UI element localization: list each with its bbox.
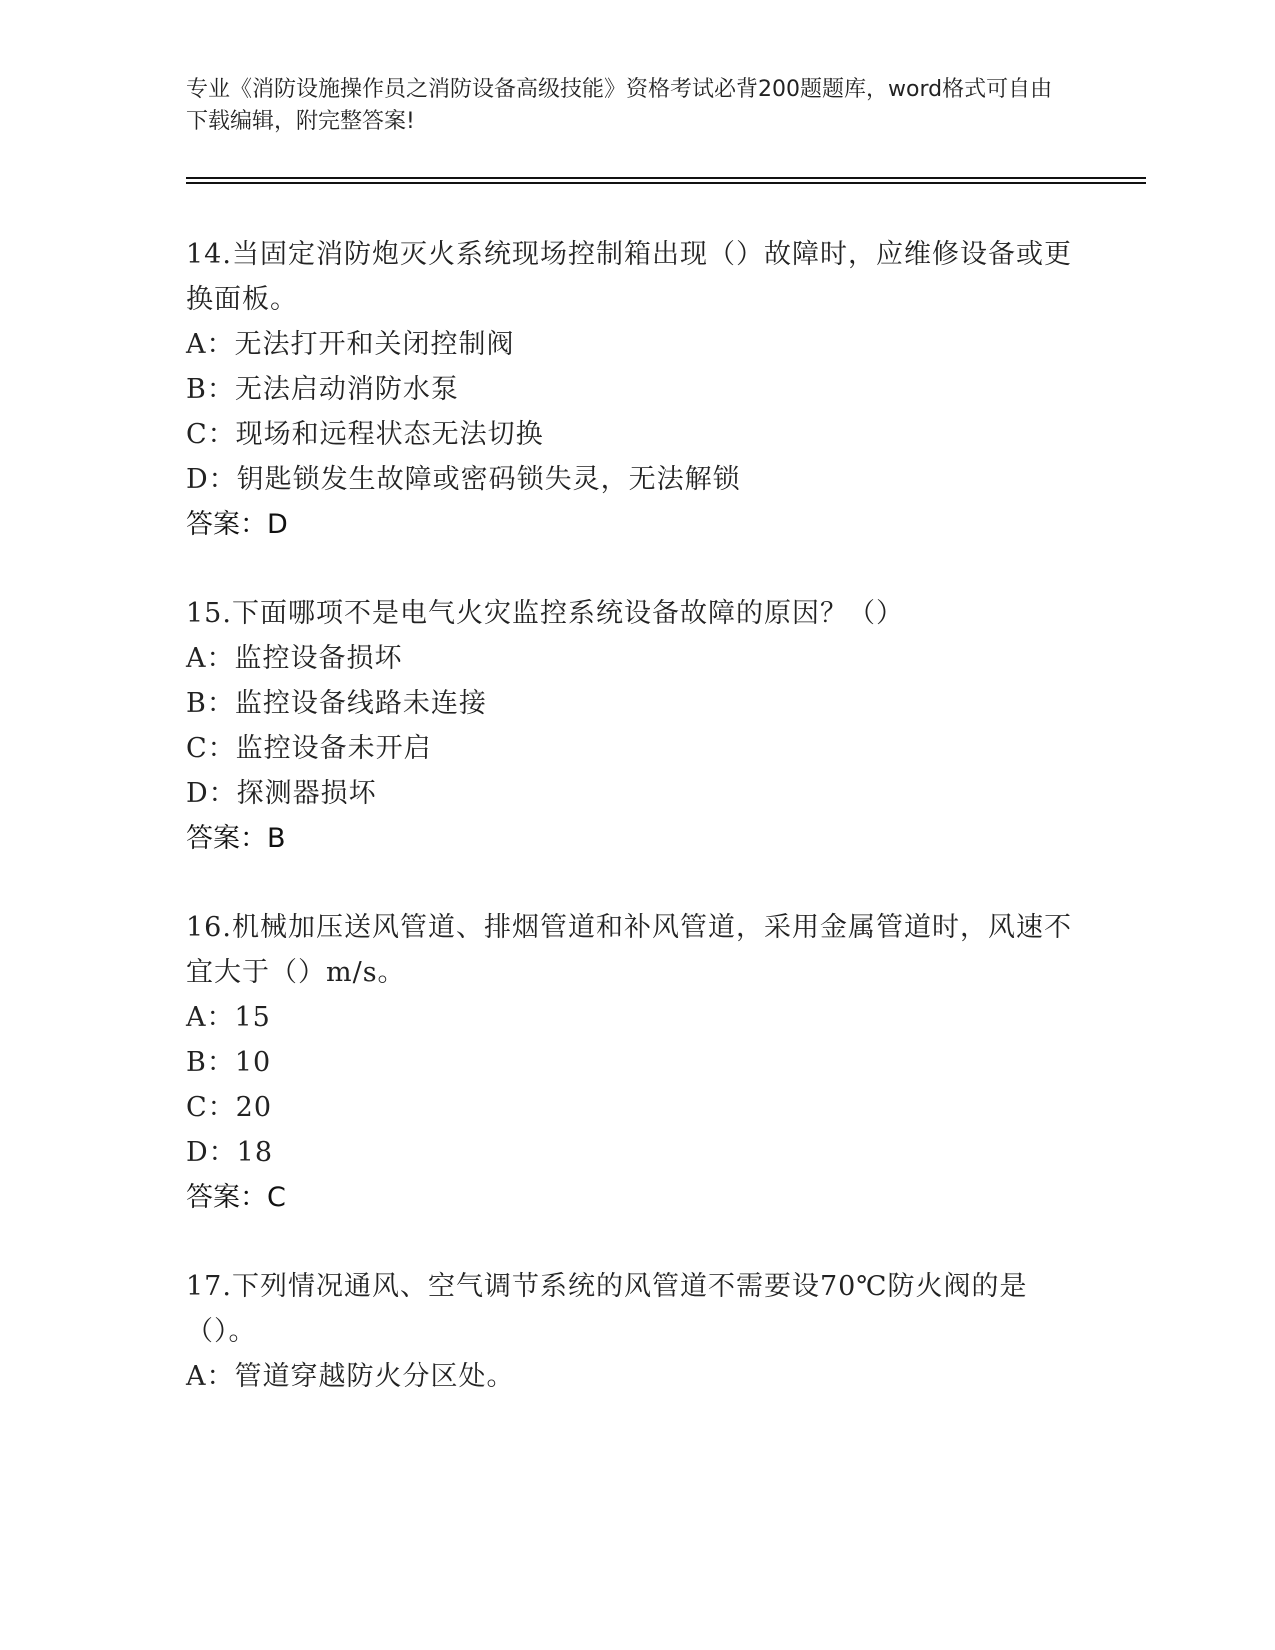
question-list [186, 232, 1086, 1443]
question-16 [186, 905, 1086, 1220]
question-stem: 17.下列情况通风、空气调节系统的风管道不需要设70℃防火阀的是（）。 [186, 1271, 1028, 1347]
answer: 答案：B [186, 823, 286, 854]
answer: 答案：C [186, 1182, 286, 1213]
option-d: D：探测器损坏 [186, 778, 377, 809]
document-header: 专业《消防设施操作员之消防设备高级技能》资格考试必背200题题库，word格式可自由下载编辑，附完整答案! [186, 77, 1053, 134]
option-c: C：现场和远程状态无法切换 [186, 419, 544, 450]
question-stem: 16.机械加压送风管道、排烟管道和补风管道，采用金属管道时，风速不宜大于（）m/s。 [186, 912, 1072, 988]
question-stem: 15.下面哪项不是电气火灾监控系统设备故障的原因？（） [186, 598, 904, 629]
header-rule-top [186, 177, 1146, 179]
option-c: C：20 [186, 1092, 273, 1123]
question-15 [186, 591, 1086, 861]
option-b: B：无法启动消防水泵 [186, 374, 459, 405]
option-a: A：无法打开和关闭控制阀 [186, 329, 515, 360]
option-b: B：监控设备线路未连接 [186, 688, 487, 719]
option-a: A：管道穿越防火分区处。 [186, 1361, 515, 1392]
answer: 答案：D [186, 509, 288, 540]
option-a: A：15 [186, 1002, 271, 1033]
header-rule-bottom [186, 182, 1146, 184]
option-d: D：钥匙锁发生故障或密码锁失灵，无法解锁 [186, 464, 741, 495]
option-a: A：监控设备损坏 [186, 643, 403, 674]
question-stem: 14.当固定消防炮灭火系统现场控制箱出现（）故障时，应维修设备或更换面板。 [186, 239, 1072, 315]
question-17 [186, 1264, 1086, 1399]
option-c: C：监控设备未开启 [186, 733, 432, 764]
question-14 [186, 232, 1086, 547]
option-d: D：18 [186, 1137, 274, 1168]
option-b: B：10 [186, 1047, 272, 1078]
